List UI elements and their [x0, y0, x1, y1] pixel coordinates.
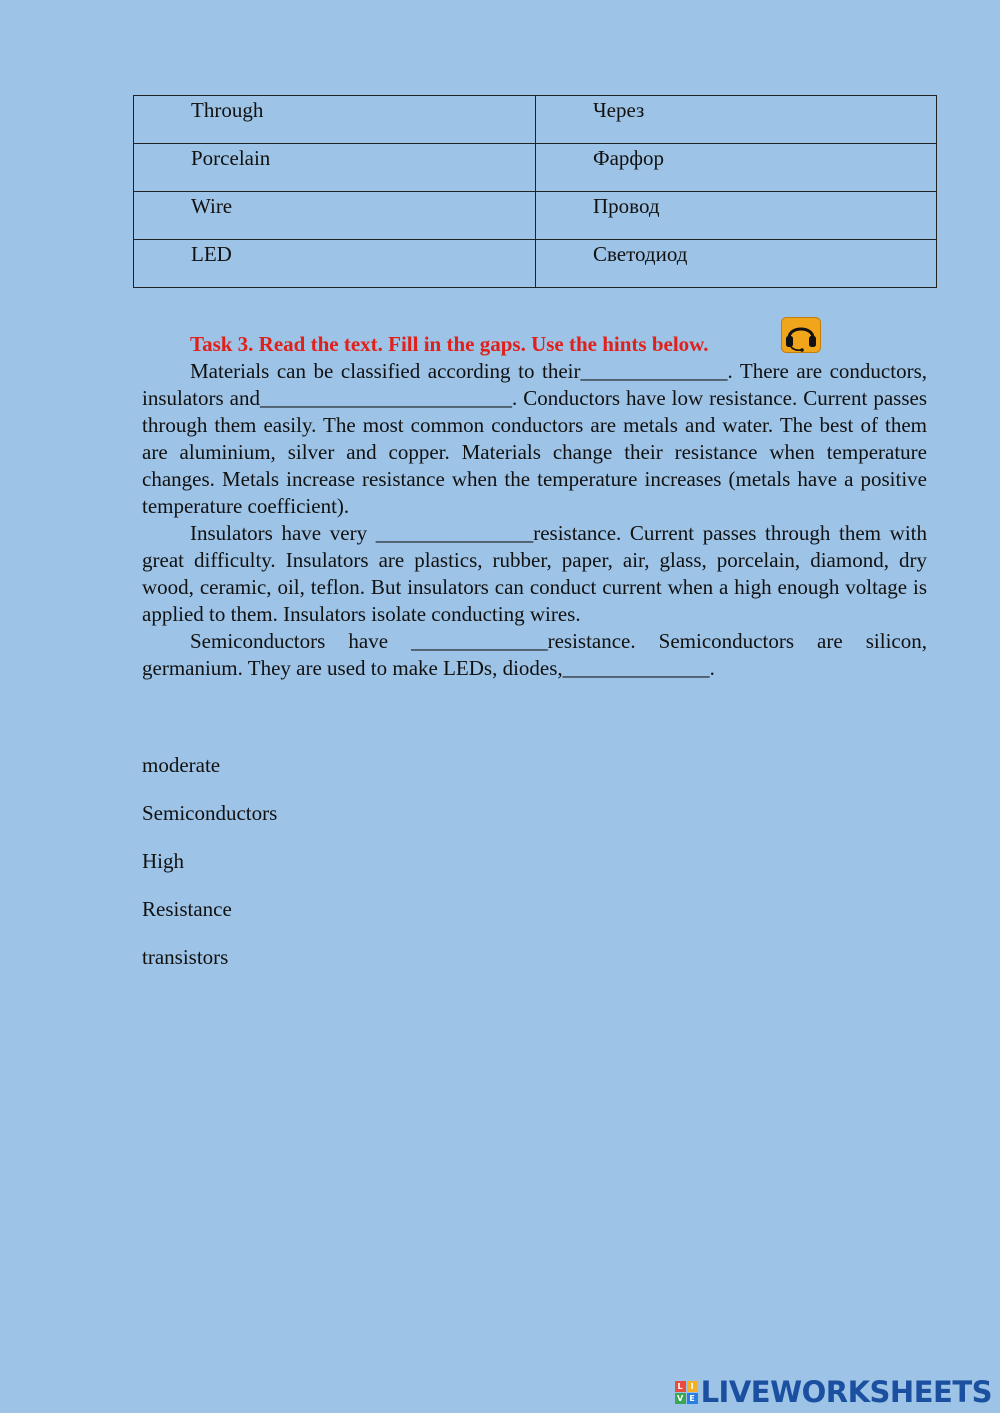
- hint-word: Resistance: [142, 897, 232, 921]
- headset-icon[interactable]: [781, 317, 821, 353]
- logo-letter: V: [675, 1393, 686, 1404]
- paragraph: Semiconductors have _____________resistance. Semiconductors are silicon, germanium. They are used to make LEDs, diodes,______________.: [142, 629, 927, 680]
- task-heading: Task 3. Read the text. Fill in the gaps. Use the hints below.: [190, 332, 709, 356]
- english-word: Porcelain: [134, 144, 536, 192]
- paragraph: Insulators have very _______________resistance. Current passes through them with great difficulty. Insulators are plastics, rubber, paper, air, glass, porcelain, diamond, dry wood, ceramic, oil, teflon. But insulators can conduct current when a high enough voltage is applied to them. Insulators isolate conducting wires.: [142, 521, 927, 626]
- brand-name: LIVEWORKSHEETS: [700, 1375, 992, 1409]
- russian-word: Через: [536, 96, 937, 144]
- table-row: [134, 144, 937, 192]
- russian-word: Светодиод: [536, 240, 937, 288]
- table-row: [134, 192, 937, 240]
- hint-word: High: [142, 849, 184, 873]
- russian-word: Фарфор: [536, 144, 937, 192]
- english-word: Through: [134, 96, 536, 144]
- english-word: Wire: [134, 192, 536, 240]
- hints-list: [142, 751, 277, 991]
- table-row: [134, 240, 937, 288]
- logo-letter: I: [687, 1381, 698, 1392]
- russian-word: Провод: [536, 192, 937, 240]
- paragraph: Materials can be classified according to their______________. There are conductors, insulators and________________________. Conductors have low resistance. Current passes through them easily. The most common conductors are metals and water. The best of them are aluminium, silver and copper. Materials change their resistance when temperature changes. Metals increase resistance when the temperature increases (metals have a positive temperature coefficient).: [142, 359, 927, 518]
- table-row: [134, 96, 937, 144]
- reading-passage: [142, 358, 927, 682]
- liveworksheets-logo: [675, 1375, 992, 1409]
- logo-letter: E: [687, 1393, 698, 1404]
- logo-letter: L: [675, 1381, 686, 1392]
- hint-word: Semiconductors: [142, 801, 278, 825]
- vocabulary-table: [133, 95, 937, 288]
- logo-mark-icon: [675, 1381, 698, 1404]
- hint-word: transistors: [142, 945, 229, 969]
- hint-word: moderate: [142, 753, 221, 777]
- english-word: LED: [134, 240, 536, 288]
